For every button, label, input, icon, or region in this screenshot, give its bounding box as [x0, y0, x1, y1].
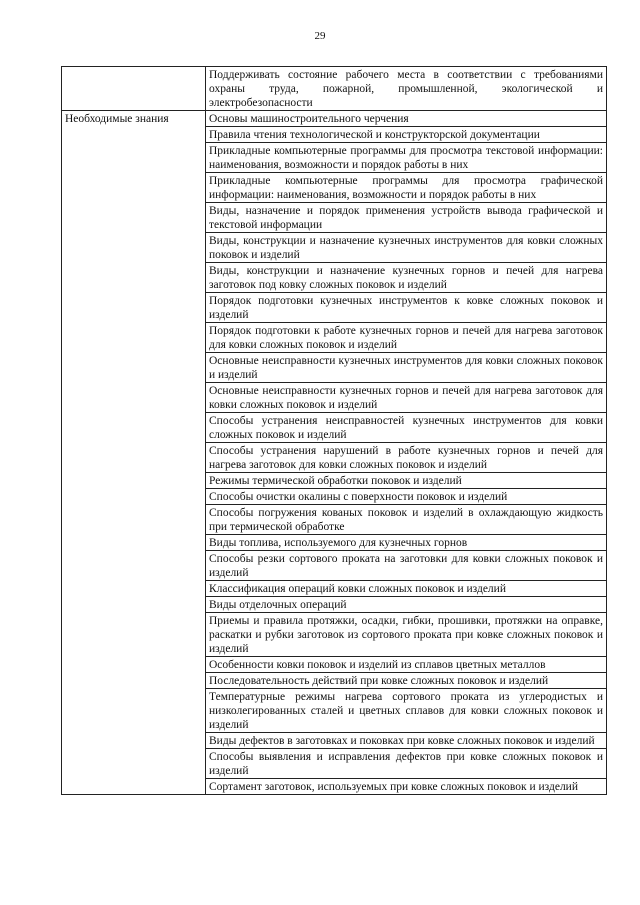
section-label: Необходимые знания: [62, 111, 206, 795]
knowledge-item: Виды, конструкции и назначение кузнечных горнов и печей для нагрева заготовок под ковку сложных поковок и изделий: [206, 263, 607, 293]
knowledge-item: Режимы термической обработки поковок и изделий: [206, 473, 607, 489]
table-cell-text: Поддерживать состояние рабочего места в соответствии с требованиями охраны труда, пожарной, промышленной, экологической и электробезопасности: [206, 67, 607, 111]
knowledge-item: Способы выявления и исправления дефектов при ковке сложных поковок и изделий: [206, 749, 607, 779]
knowledge-item: Приемы и правила протяжки, осадки, гибки, прошивки, протяжки на оправке, раскатки и рубки заготовок из сортового проката при ковке сложных поковок и изделий: [206, 613, 607, 657]
knowledge-item: Виды, конструкции и назначение кузнечных инструментов для ковки сложных поковок и изделий: [206, 233, 607, 263]
knowledge-item: Правила чтения технологической и конструкторской документации: [206, 127, 607, 143]
knowledge-item: Виды отделочных операций: [206, 597, 607, 613]
knowledge-item: Классификация операций ковки сложных поковок и изделий: [206, 581, 607, 597]
knowledge-item: Температурные режимы нагрева сортового проката из углеродистых и низколегированных сталей и цветных сплавов для ковки сложных поковок и изделий: [206, 689, 607, 733]
knowledge-item: Способы устранения нарушений в работе кузнечных горнов и печей для нагрева заготовок для ковки сложных поковок и изделий: [206, 443, 607, 473]
knowledge-item: Виды топлива, используемого для кузнечных горнов: [206, 535, 607, 551]
knowledge-item: Последовательность действий при ковке сложных поковок и изделий: [206, 673, 607, 689]
knowledge-item: Основные неисправности кузнечных горнов и печей для нагрева заготовок для ковки сложных поковок и изделий: [206, 383, 607, 413]
knowledge-item: Основы машиностроительного черчения: [206, 111, 607, 127]
knowledge-item: Способы очистки окалины с поверхности поковок и изделий: [206, 489, 607, 505]
page-number: 29: [314, 30, 326, 42]
knowledge-item: Способы резки сортового проката на заготовки для ковки сложных поковок и изделий: [206, 551, 607, 581]
table-body: [62, 67, 607, 795]
knowledge-item: Прикладные компьютерные программы для просмотра текстовой информации: наименования, возможности и порядок работы в них: [206, 143, 607, 173]
requirements-table: [61, 66, 607, 795]
table-cell-empty: [62, 67, 206, 111]
knowledge-item: Способы погружения кованых поковок и изделий в охлаждающую жидкость при термической обработке: [206, 505, 607, 535]
knowledge-item: Сортамент заготовок, используемых при ковке сложных поковок и изделий: [206, 779, 607, 795]
table-row: [62, 67, 607, 111]
knowledge-item: Основные неисправности кузнечных инструментов для ковки сложных поковок и изделий: [206, 353, 607, 383]
knowledge-item: Виды дефектов в заготовках и поковках при ковке сложных поковок и изделий: [206, 733, 607, 749]
knowledge-item: Виды, назначение и порядок применения устройств вывода графической и текстовой информации: [206, 203, 607, 233]
knowledge-item: Порядок подготовки кузнечных инструментов к ковке сложных поковок и изделий: [206, 293, 607, 323]
knowledge-item: Способы устранения неисправностей кузнечных инструментов для ковки сложных поковок и изделий: [206, 413, 607, 443]
knowledge-item: Прикладные компьютерные программы для просмотра графической информации: наименования, возможности и порядок работы в них: [206, 173, 607, 203]
knowledge-item: Порядок подготовки к работе кузнечных горнов и печей для нагрева заготовок для ковки сложных поковок и изделий: [206, 323, 607, 353]
knowledge-item: Особенности ковки поковок и изделий из сплавов цветных металлов: [206, 657, 607, 673]
table-row: [62, 111, 607, 127]
